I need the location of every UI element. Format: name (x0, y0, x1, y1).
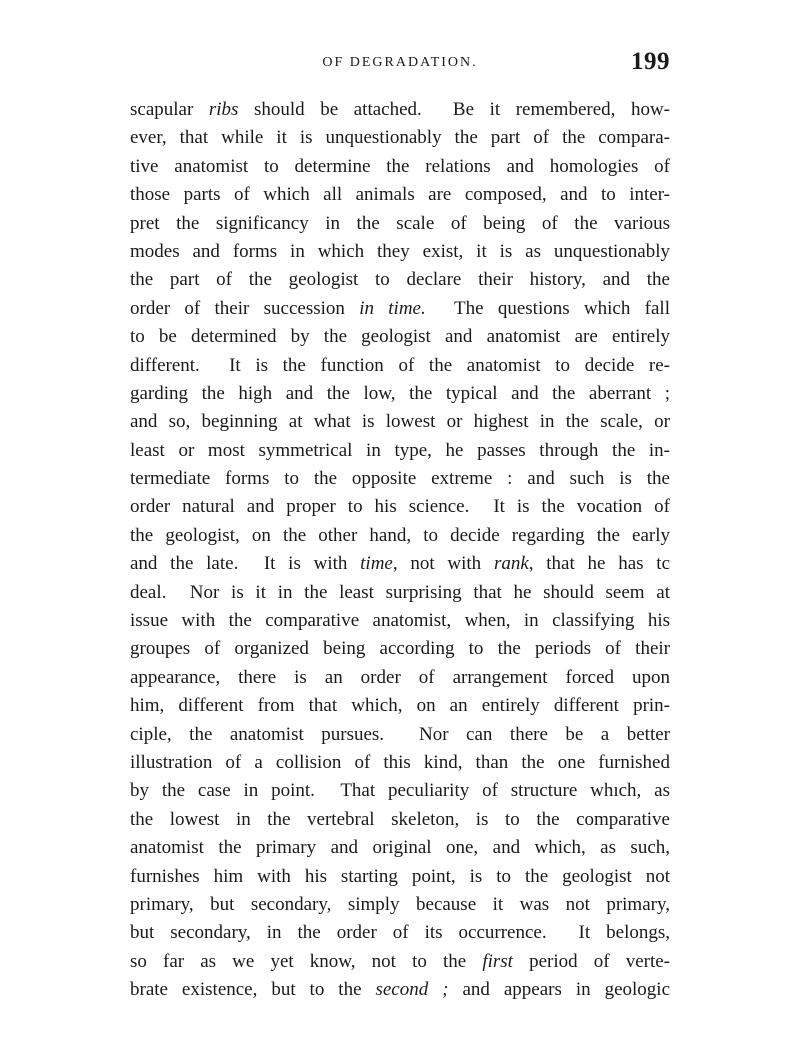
text-line (130, 721, 670, 749)
text-segment: appearance, there is an order of arrangement forced upon (130, 666, 670, 688)
italic-text: in time. (359, 297, 426, 319)
text-line (130, 919, 670, 947)
text-segment: the geologist, on the other hand, to decide regarding the early (130, 524, 670, 546)
text-line (130, 891, 670, 919)
text-segment: anatomist the primary and original one, and which, as such, (130, 837, 670, 859)
text-line (130, 664, 670, 692)
text-segment: to be determined by the geologist and anatomist are entirely (130, 326, 670, 348)
text-line (130, 493, 670, 521)
text-segment: and so, beginning at what is lowest or highest in the scale, or (130, 411, 670, 433)
text-line (130, 437, 670, 465)
text-line (130, 522, 670, 550)
text-line (130, 380, 670, 408)
text-segment: so far as we yet know, not to the (130, 950, 483, 972)
italic-text: rank (493, 553, 529, 575)
text-line (130, 806, 670, 834)
text-segment: garding the high and the low, the typical and the aberrant ; (130, 382, 670, 404)
page-header (130, 50, 670, 80)
text-segment: different. It is the function of the anatomist to decide re- (130, 354, 670, 376)
text-line (130, 465, 670, 493)
italic-text: first (482, 950, 513, 972)
text-line (130, 153, 670, 181)
text-segment: groupes of organized being according to the periods of their (130, 638, 670, 660)
text-line (130, 635, 670, 663)
text-line (130, 550, 670, 578)
text-segment: The questions which fall (425, 297, 670, 319)
text-segment: by the case in point. That peculiarity of structure whıch, as (130, 780, 670, 802)
text-line (130, 692, 670, 720)
text-line (130, 948, 670, 976)
text-line (130, 777, 670, 805)
text-segment: period of verte- (512, 950, 670, 972)
text-line (130, 579, 670, 607)
text-line (130, 352, 670, 380)
italic-text: ribs (208, 99, 239, 120)
text-line (130, 124, 670, 152)
text-segment: termediate forms to the opposite extreme : and such is the (130, 468, 670, 490)
text-segment: , that he has tc (528, 553, 671, 575)
text-segment: tive anatomist to determine the relations and homologies of (130, 155, 670, 177)
body-text (130, 96, 670, 1005)
text-line (130, 834, 670, 862)
text-segment: ever, that while it is unquestionably the part of the compara- (130, 127, 670, 149)
text-segment: but secondary, in the order of its occurrence. It belongs, (130, 922, 670, 944)
text-segment: him, different from that which, on an entirely different prin- (130, 695, 670, 717)
page-number: 199 (631, 48, 670, 75)
italic-text: second ; (375, 979, 449, 1001)
text-segment: deal. Nor is it in the least surprising that he should seem at (130, 581, 670, 603)
text-line (130, 96, 670, 124)
text-line (130, 238, 670, 266)
text-line (130, 607, 670, 635)
text-line (130, 749, 670, 777)
text-segment: ciple, the anatomist pursues. Nor can there be a better (130, 723, 670, 745)
running-head: OF DEGRADATION. (322, 55, 478, 70)
text-segment: brate existence, but to the (130, 979, 376, 1001)
text-line (130, 210, 670, 238)
text-segment: the lowest in the vertebral skeleton, is to the comparative (130, 808, 670, 830)
text-line (130, 863, 670, 891)
text-segment: the part of the geologist to declare their history, and the (130, 269, 670, 291)
text-segment: illustration of a collision of this kind, than the one furnished (130, 751, 670, 773)
text-segment: least or most symmetrical in type, he passes through the in- (130, 439, 670, 461)
text-segment: issue with the comparative anatomist, when, in classifying his (130, 610, 670, 632)
text-segment: order natural and proper to his science. It is the vocation of (130, 496, 670, 518)
text-segment: should be attached. Be it remembered, how- (238, 99, 670, 120)
text-line (130, 295, 670, 323)
text-segment: furnishes him with his starting point, is to the geologist not (130, 865, 670, 887)
text-segment: order of their succession (130, 297, 360, 319)
text-line (130, 266, 670, 294)
text-segment: primary, but secondary, simply because it was not primary, (130, 893, 670, 915)
text-line (130, 408, 670, 436)
text-segment: modes and forms in which they exist, it is as unquestionably (130, 240, 670, 262)
text-line (130, 181, 670, 209)
text-segment: and appears in geologic (448, 979, 670, 1001)
text-segment: and the late. It is with (130, 553, 361, 575)
text-segment: scapular (130, 99, 209, 120)
text-segment: pret the significancy in the scale of being of the various (130, 212, 670, 234)
text-segment: , not with (392, 553, 494, 575)
text-line (130, 323, 670, 351)
text-line (130, 976, 670, 1004)
italic-text: time (360, 553, 393, 575)
text-segment: those parts of which all animals are composed, and to inter- (130, 184, 670, 206)
